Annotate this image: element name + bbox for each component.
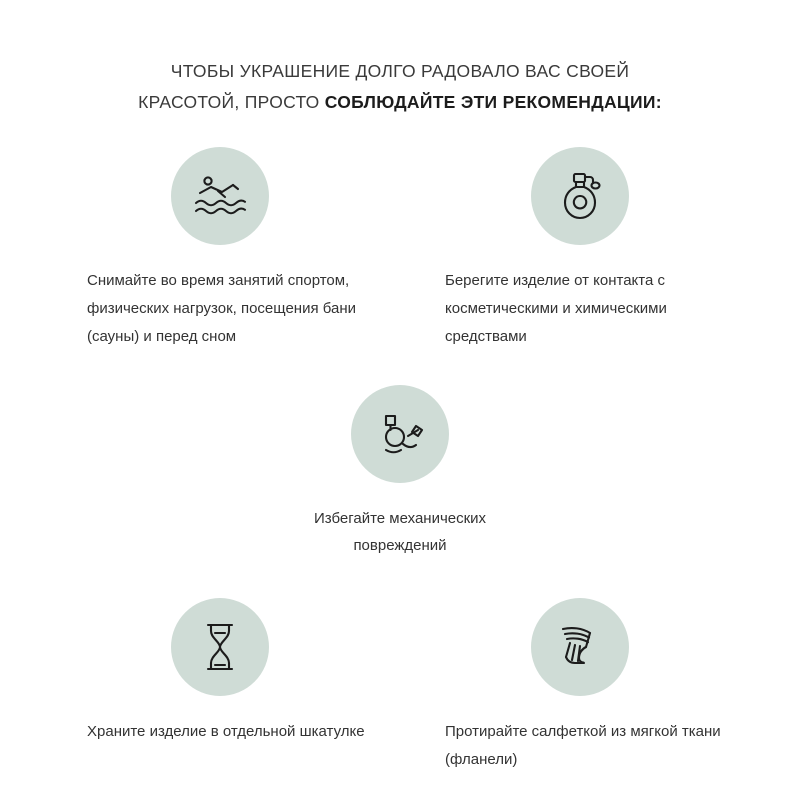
tip-text: Берегите изделие от контакта с косметическими и химическими средствами <box>445 272 667 345</box>
tip-item <box>430 147 730 350</box>
swimmer-icon <box>192 171 248 221</box>
tip-text: Храните изделие в отдельной шкатулке <box>87 723 365 740</box>
tips-row-2 <box>70 385 730 561</box>
tip-item <box>430 598 730 774</box>
tip-item <box>70 147 370 350</box>
tip-item <box>70 598 370 746</box>
tip-icon-badge <box>351 385 449 483</box>
perfume-bottle-icon <box>555 168 605 224</box>
ring-hammer-icon <box>372 408 428 460</box>
heading-line-2-regular: КРАСОТОЙ, ПРОСТО <box>138 91 325 112</box>
tip-text: Избегайте механических повреждений <box>313 509 487 555</box>
hourglass-jewelry-box-icon <box>196 619 244 675</box>
tip-icon-badge <box>171 147 269 245</box>
tip-text: Снимайте во время занятий спортом, физических нагрузок, посещения бани (сауны) и перед сном <box>87 272 356 345</box>
heading-line-2-bold: СОБЛЮДАЙТЕ ЭТИ РЕКОМЕНДАЦИИ: <box>324 91 662 112</box>
tip-icon-badge <box>531 147 629 245</box>
tip-item <box>250 385 550 561</box>
tip-icon-badge <box>171 598 269 696</box>
page-title <box>0 0 800 117</box>
tips-grid <box>0 147 800 773</box>
polishing-cloth-icon <box>553 621 607 673</box>
tips-row-1 <box>70 147 730 350</box>
tip-text: Протирайте салфеткой из мягкой ткани (фланели) <box>445 723 721 768</box>
tips-row-3 <box>70 598 730 774</box>
heading-line-1: ЧТОБЫ УКРАШЕНИЕ ДОЛГО РАДОВАЛО ВАС СВОЕЙ <box>170 61 630 81</box>
tip-icon-badge <box>531 598 629 696</box>
